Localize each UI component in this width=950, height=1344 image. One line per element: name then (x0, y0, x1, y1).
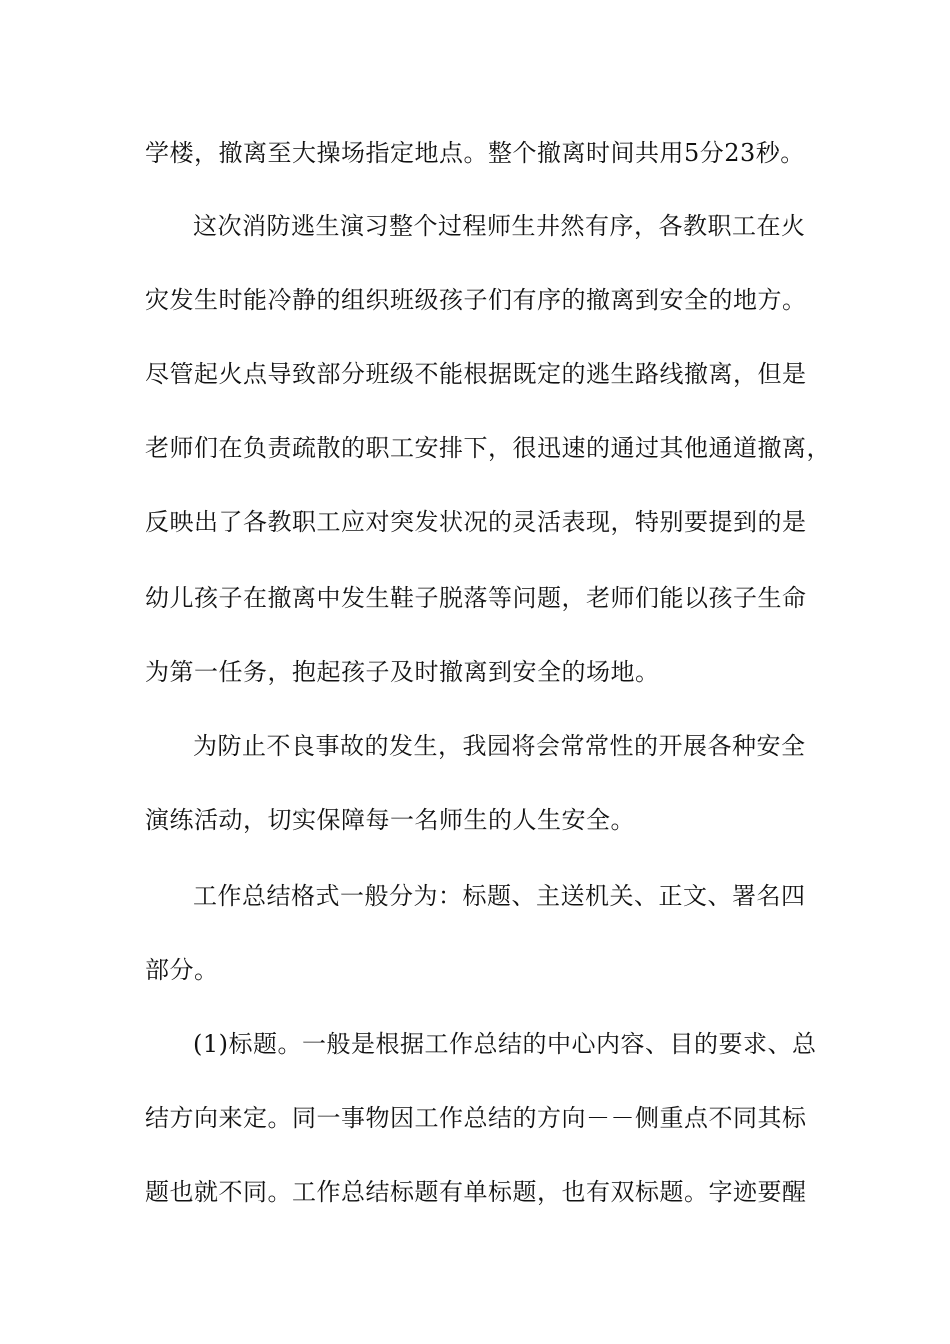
text-line: 反映出了各教职工应对突发状况的灵活表现，特别要提到的是 (145, 508, 807, 536)
text-line: 演练活动，切实保障每一名师生的人生安全。 (145, 806, 635, 834)
paragraph-start-line: 为防止不良事故的发生，我园将会常常性的开展各种安全 (193, 732, 806, 760)
text-line: 幼儿孩子在撤离中发生鞋子脱落等问题，老师们能以孩子生命 (145, 584, 807, 612)
paragraph-start-line: (1)标题。一般是根据工作总结的中心内容、目的要求、总 (193, 1030, 817, 1058)
paragraph-start-line: 这次消防逃生演习整个过程师生井然有序，各教职工在火 (193, 212, 806, 240)
text-line: 部分。 (145, 956, 219, 984)
text-line: 尽管起火点导致部分班级不能根据既定的逃生路线撤离，但是 (145, 360, 807, 388)
text-line: 为第一任务，抱起孩子及时撤离到安全的场地。 (145, 658, 660, 686)
text-line: 老师们在负责疏散的职工安排下，很迅速的通过其他通道撤离， (145, 434, 831, 462)
paragraph-start-line: 工作总结格式一般分为：标题、主送机关、正文、署名四 (193, 882, 806, 910)
text-line: 灾发生时能冷静的组织班级孩子们有序的撤离到安全的地方。 (145, 286, 807, 314)
text-line: 结方向来定。同一事物因工作总结的方向－－侧重点不同其标 (145, 1104, 807, 1132)
text-line: 题也就不同。工作总结标题有单标题，也有双标题。字迹要醒 (145, 1178, 807, 1206)
text-line: 学楼，撤离至大操场指定地点。整个撤离时间共用5分23秒。 (145, 139, 805, 167)
